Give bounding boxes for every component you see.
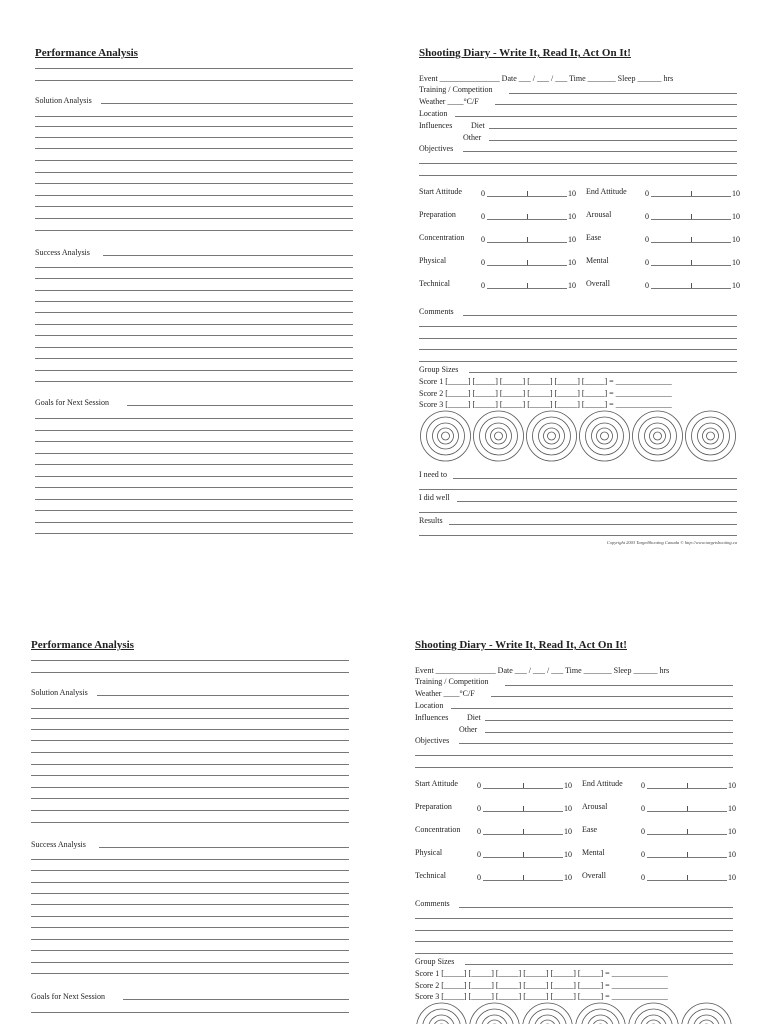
rating-label-right: End Attitude <box>582 779 623 788</box>
writing-line <box>35 499 353 500</box>
writing-line <box>31 1012 349 1013</box>
need-to-line-2 <box>419 489 737 490</box>
other-line-2 <box>485 732 733 733</box>
rating-scale-max: 10 <box>732 235 740 244</box>
rating-label-left: Preparation <box>419 210 456 219</box>
writing-line <box>35 80 353 81</box>
writing-line <box>35 278 353 279</box>
rating-scale-line[interactable] <box>483 811 563 812</box>
writing-line <box>415 918 733 919</box>
rating-scale-line[interactable] <box>487 219 567 220</box>
rating-scale-max: 10 <box>564 827 572 836</box>
target-icon <box>633 411 683 461</box>
success-analysis-label-2: Success Analysis <box>31 840 86 849</box>
rating-scale-midmark <box>527 283 528 288</box>
rating-scale-min: 0 <box>481 189 485 198</box>
writing-line <box>415 755 733 756</box>
writing-line <box>31 950 349 951</box>
did-well-line-2 <box>419 512 737 513</box>
rating-scale-line[interactable] <box>647 834 727 835</box>
weather-line <box>495 104 737 105</box>
rating-scale-line[interactable] <box>487 288 567 289</box>
need-to-line <box>453 478 737 479</box>
writing-line <box>31 859 349 860</box>
goals-first-line <box>127 405 353 406</box>
rating-scale-midmark <box>687 783 688 788</box>
weather-label-2: Weather ____°C/F <box>415 689 475 698</box>
writing-line <box>35 148 353 149</box>
rating-scale-max: 10 <box>728 781 736 790</box>
writing-line <box>415 767 733 768</box>
rating-scale-min: 0 <box>645 258 649 267</box>
solution-first-line <box>101 103 353 104</box>
rating-scale-min: 0 <box>477 873 481 882</box>
writing-line <box>31 973 349 974</box>
rating-scale-line[interactable] <box>651 219 731 220</box>
success-first-line <box>103 255 353 256</box>
writing-line <box>35 335 353 336</box>
rating-scale-line[interactable] <box>483 834 563 835</box>
did-well-line <box>457 501 737 502</box>
rating-scale-midmark <box>527 214 528 219</box>
rating-scale-line[interactable] <box>651 242 731 243</box>
writing-line <box>35 68 353 69</box>
rating-scale-line[interactable] <box>651 265 731 266</box>
rating-label-left: Physical <box>419 256 447 265</box>
writing-line <box>31 927 349 928</box>
rating-scale-min: 0 <box>645 235 649 244</box>
score-3-row: Score 3 [_____] [_____] [_____] [_____] [_____] [_____] = ______________ <box>419 400 672 409</box>
rating-scale-max: 10 <box>728 827 736 836</box>
group-sizes-label: Group Sizes <box>419 365 459 374</box>
writing-line <box>31 939 349 940</box>
target-icon <box>470 1003 520 1024</box>
rating-scale-line[interactable] <box>647 811 727 812</box>
success-first-line-2 <box>99 847 349 848</box>
writing-line <box>31 798 349 799</box>
rating-scale-midmark <box>527 191 528 196</box>
location-line-2 <box>451 708 733 709</box>
rating-scale-max: 10 <box>568 189 576 198</box>
rating-scale-midmark <box>687 829 688 834</box>
goals-label: Goals for Next Session <box>35 398 109 407</box>
rating-scale-min: 0 <box>641 827 645 836</box>
writing-line <box>31 708 349 709</box>
rating-scale-line[interactable] <box>651 196 731 197</box>
shooting-diary-column-2 <box>415 592 737 1024</box>
rating-label-left: Start Attitude <box>415 779 458 788</box>
writing-line <box>35 358 353 359</box>
shooting-diary-title-2: Shooting Diary - Write It, Read It, Act On It! <box>415 639 627 651</box>
writing-line <box>35 370 353 371</box>
rating-label-left: Physical <box>415 848 443 857</box>
rating-scale-midmark <box>691 237 692 242</box>
rating-scale-max: 10 <box>568 235 576 244</box>
rating-scale-line[interactable] <box>647 857 727 858</box>
writing-line <box>31 740 349 741</box>
rating-scale-line[interactable] <box>487 196 567 197</box>
rating-label-left: Concentration <box>419 233 465 242</box>
rating-scale-min: 0 <box>477 781 481 790</box>
writing-line <box>35 218 353 219</box>
rating-scale-midmark <box>523 829 524 834</box>
rating-label-right: End Attitude <box>586 187 627 196</box>
target-icon <box>527 411 577 461</box>
objectives-label: Objectives <box>419 144 454 153</box>
rating-scale-midmark <box>691 283 692 288</box>
results-line-2 <box>419 535 737 536</box>
rating-scale-min: 0 <box>641 850 645 859</box>
other-label: Other <box>463 133 482 142</box>
writing-line <box>419 361 737 362</box>
results-label: Results <box>419 516 443 525</box>
influences-label: Influences <box>419 121 453 130</box>
comments-line-2 <box>459 907 733 908</box>
writing-line <box>31 810 349 811</box>
rating-scale-min: 0 <box>641 804 645 813</box>
writing-line <box>35 441 353 442</box>
writing-line <box>35 160 353 161</box>
rating-label-left: Concentration <box>415 825 461 834</box>
group-sizes-line-2 <box>465 964 733 965</box>
goals-first-line-2 <box>123 999 349 1000</box>
writing-line <box>35 533 353 534</box>
performance-analysis-title-2: Performance Analysis <box>31 639 134 651</box>
rating-scale-max: 10 <box>732 189 740 198</box>
diet-label-2: Diet <box>467 713 481 722</box>
rating-scale-min: 0 <box>481 235 485 244</box>
objectives-line <box>463 151 737 152</box>
writing-line <box>31 718 349 719</box>
rating-scale-line[interactable] <box>483 880 563 881</box>
rating-label-right: Overall <box>582 871 606 880</box>
score-3-row-2: Score 3 [_____] [_____] [_____] [_____] [_____] [_____] = ______________ <box>415 992 668 1001</box>
writing-line <box>35 301 353 302</box>
rating-label-right: Arousal <box>582 802 608 811</box>
event-row: Event _______________ Date ___ / ___ / ___ Time _______ Sleep ______ hrs <box>419 74 674 83</box>
writing-line <box>35 172 353 173</box>
diet-label: Diet <box>471 121 485 130</box>
weather-label: Weather ____°C/F <box>419 97 479 106</box>
goals-label-2: Goals for Next Session <box>31 992 105 1001</box>
rating-scale-line[interactable] <box>483 857 563 858</box>
writing-line <box>35 347 353 348</box>
writing-line <box>415 941 733 942</box>
target-icon <box>576 1003 626 1024</box>
writing-line <box>415 930 733 931</box>
weather-line-2 <box>491 696 733 697</box>
writing-line <box>31 916 349 917</box>
rating-scale-line[interactable] <box>647 788 727 789</box>
rating-scale-min: 0 <box>641 873 645 882</box>
rating-label-left: Preparation <box>415 802 452 811</box>
objectives-line-2 <box>459 743 733 744</box>
writing-line <box>35 453 353 454</box>
writing-line <box>31 962 349 963</box>
writing-line <box>35 126 353 127</box>
rating-scale-max: 10 <box>568 258 576 267</box>
target-icon <box>474 411 524 461</box>
rating-scale-midmark <box>523 783 524 788</box>
writing-line <box>31 672 349 673</box>
rating-label-right: Mental <box>582 848 605 857</box>
rating-scale-max: 10 <box>732 212 740 221</box>
solution-first-line-2 <box>97 695 349 696</box>
comments-label: Comments <box>419 307 454 316</box>
rating-scale-max: 10 <box>568 212 576 221</box>
writing-line <box>415 953 733 954</box>
rating-scale-line[interactable] <box>647 880 727 881</box>
score-2-row-2: Score 2 [_____] [_____] [_____] [_____] [_____] [_____] = ______________ <box>415 981 668 990</box>
writing-line <box>31 752 349 753</box>
writing-line <box>31 904 349 905</box>
writing-line <box>35 230 353 231</box>
training-line-2 <box>505 685 733 686</box>
writing-line <box>31 822 349 823</box>
rating-scale-line[interactable] <box>651 288 731 289</box>
rating-scale-midmark <box>523 852 524 857</box>
rating-scale-midmark <box>527 260 528 265</box>
rating-scale-max: 10 <box>728 804 736 813</box>
writing-line <box>31 893 349 894</box>
writing-line <box>31 882 349 883</box>
writing-line <box>419 326 737 327</box>
rating-scale-line[interactable] <box>487 265 567 266</box>
target-row <box>419 410 741 462</box>
diary-sheet-bottom <box>0 592 768 1024</box>
rating-scale-max: 10 <box>564 850 572 859</box>
writing-line <box>35 312 353 313</box>
rating-scale-min: 0 <box>477 827 481 836</box>
rating-scale-min: 0 <box>641 781 645 790</box>
other-label-2: Other <box>459 725 478 734</box>
writing-line <box>419 349 737 350</box>
writing-line <box>35 487 353 488</box>
writing-line <box>35 476 353 477</box>
score-2-row: Score 2 [_____] [_____] [_____] [_____] [_____] [_____] = ______________ <box>419 389 672 398</box>
rating-scale-min: 0 <box>645 281 649 290</box>
score-1-row: Score 1 [_____] [_____] [_____] [_____] [_____] [_____] = ______________ <box>419 377 672 386</box>
rating-scale-min: 0 <box>477 850 481 859</box>
solution-analysis-label: Solution Analysis <box>35 96 92 105</box>
location-line <box>455 116 737 117</box>
rating-scale-midmark <box>691 214 692 219</box>
rating-scale-midmark <box>691 260 692 265</box>
target-icon <box>682 1003 732 1024</box>
writing-line <box>35 183 353 184</box>
rating-label-left: Start Attitude <box>419 187 462 196</box>
rating-scale-midmark <box>687 806 688 811</box>
rating-label-left: Technical <box>415 871 446 880</box>
writing-line <box>35 116 353 117</box>
success-analysis-label: Success Analysis <box>35 248 90 257</box>
writing-line <box>31 775 349 776</box>
rating-scale-max: 10 <box>728 850 736 859</box>
target-icon <box>580 411 630 461</box>
rating-scale-max: 10 <box>728 873 736 882</box>
rating-scale-midmark <box>687 875 688 880</box>
location-label: Location <box>419 109 448 118</box>
performance-analysis-column <box>35 0 355 560</box>
rating-scale-min: 0 <box>481 258 485 267</box>
results-line <box>449 524 737 525</box>
comments-line <box>463 315 737 316</box>
copyright-text: Copyright 2003 TargetShooting Canada © http://www.targetshooting.ca <box>606 540 737 545</box>
target-icon <box>417 1003 467 1024</box>
writing-line <box>35 267 353 268</box>
writing-line <box>31 764 349 765</box>
rating-label-left: Technical <box>419 279 450 288</box>
target-icon <box>523 1003 573 1024</box>
rating-scale-min: 0 <box>481 212 485 221</box>
writing-line <box>35 464 353 465</box>
rating-scale-max: 10 <box>732 258 740 267</box>
rating-scale-max: 10 <box>568 281 576 290</box>
writing-line <box>419 163 737 164</box>
writing-line <box>419 338 737 339</box>
diet-line <box>489 128 737 129</box>
writing-line <box>35 510 353 511</box>
writing-line <box>31 660 349 661</box>
rating-scale-min: 0 <box>645 212 649 221</box>
target-icon <box>686 411 736 461</box>
objectives-label-2: Objectives <box>415 736 450 745</box>
rating-label-right: Ease <box>582 825 598 834</box>
writing-line <box>35 324 353 325</box>
solution-analysis-label-2: Solution Analysis <box>31 688 88 697</box>
shooting-diary-title: Shooting Diary - Write It, Read It, Act On It! <box>419 47 631 59</box>
rating-scale-midmark <box>527 237 528 242</box>
training-label-2: Training / Competition <box>415 677 489 686</box>
comments-label-2: Comments <box>415 899 450 908</box>
rating-label-right: Arousal <box>586 210 612 219</box>
rating-scale-midmark <box>687 852 688 857</box>
writing-line <box>35 381 353 382</box>
rating-scale-min: 0 <box>477 804 481 813</box>
rating-scale-min: 0 <box>481 281 485 290</box>
diet-line-2 <box>485 720 733 721</box>
rating-label-right: Overall <box>586 279 610 288</box>
rating-scale-line[interactable] <box>487 242 567 243</box>
influences-label-2: Influences <box>415 713 449 722</box>
target-row-2 <box>415 1002 737 1024</box>
performance-analysis-title: Performance Analysis <box>35 47 138 59</box>
rating-scale-max: 10 <box>732 281 740 290</box>
rating-scale-min: 0 <box>645 189 649 198</box>
writing-line <box>35 206 353 207</box>
rating-scale-midmark <box>523 875 524 880</box>
rating-scale-max: 10 <box>564 781 572 790</box>
writing-line <box>35 418 353 419</box>
writing-line <box>31 729 349 730</box>
training-label: Training / Competition <box>419 85 493 94</box>
writing-line <box>419 175 737 176</box>
group-sizes-line <box>469 372 737 373</box>
did-well-label: I did well <box>419 493 450 502</box>
need-to-label: I need to <box>419 470 447 479</box>
other-line <box>489 140 737 141</box>
rating-label-right: Ease <box>586 233 602 242</box>
event-row-2: Event _______________ Date ___ / ___ / ___ Time _______ Sleep ______ hrs <box>415 666 670 675</box>
rating-scale-midmark <box>691 191 692 196</box>
shooting-diary-column <box>419 0 741 560</box>
performance-analysis-column-2 <box>31 592 351 1024</box>
rating-scale-midmark <box>523 806 524 811</box>
writing-line <box>35 522 353 523</box>
writing-line <box>35 290 353 291</box>
rating-label-right: Mental <box>586 256 609 265</box>
writing-line <box>35 137 353 138</box>
target-icon <box>629 1003 679 1024</box>
group-sizes-label-2: Group Sizes <box>415 957 455 966</box>
training-line <box>509 93 737 94</box>
rating-scale-line[interactable] <box>483 788 563 789</box>
score-1-row-2: Score 1 [_____] [_____] [_____] [_____] [_____] [_____] = ______________ <box>415 969 668 978</box>
rating-scale-max: 10 <box>564 804 572 813</box>
writing-line <box>35 195 353 196</box>
location-label-2: Location <box>415 701 444 710</box>
writing-line <box>35 430 353 431</box>
writing-line <box>31 870 349 871</box>
writing-line <box>31 787 349 788</box>
target-icon <box>421 411 471 461</box>
rating-scale-max: 10 <box>564 873 572 882</box>
